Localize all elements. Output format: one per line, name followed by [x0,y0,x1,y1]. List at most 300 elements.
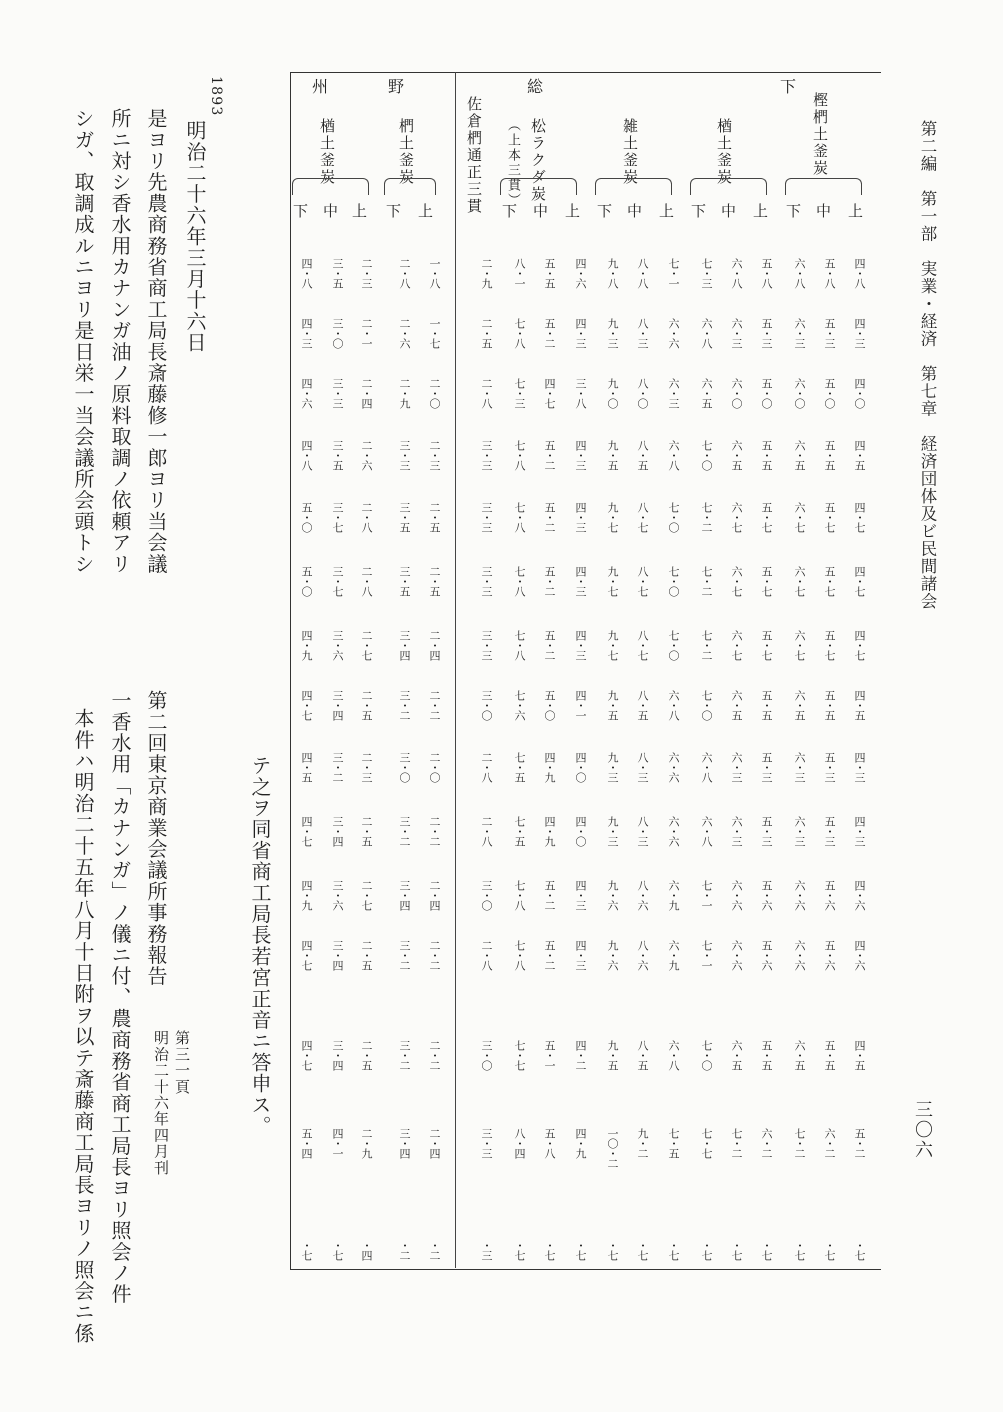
table-cell: 五・三 [823,318,836,348]
table-cell: 三・五 [331,258,344,288]
table-cell: 四・三 [574,440,587,470]
table-cell: ・七 [574,1240,587,1260]
body-line-4: テ之ヲ同省商工局長若宮正音ニ答申ス。 [248,755,272,1137]
table-cell: 五・三 [823,752,836,782]
table-cell: 五・二 [543,440,556,470]
table-cell: 二・五 [480,318,493,348]
table-cell: 六・九 [667,880,680,910]
table-cell: ・二 [398,1240,411,1260]
header-zatsu-dogama: 雑土釜炭 [621,118,639,186]
table-cell: 二・八 [480,752,493,782]
body-line-2: 所ニ対シ香水用カナンガ油ノ原料取調ノ依頼アリ [108,108,132,575]
group-label-shu: 州 [312,77,329,96]
table-cell: 六・六 [730,940,743,970]
year-arabic: 1893 [208,76,224,117]
table-cell: ・七 [513,1240,526,1260]
table-cell: 三・三 [398,440,411,470]
table-cell: 二・五 [360,1040,373,1070]
table-cell: ・七 [823,1240,836,1260]
item-1: 一香水用「カナンガ」ノ儀ニ付、農商務省商工局長ヨリ照会ノ件 [108,690,132,1305]
table-cell: 三・二 [398,816,411,846]
table-cell: 七・二 [730,1128,743,1158]
brace-nara-shu [292,178,369,195]
table-cell: 六・六 [730,880,743,910]
table-cell: 六・六 [667,816,680,846]
table-cell: 六・七 [793,630,806,660]
table-cell: 四・〇 [853,378,866,408]
table-cell: ・七 [606,1240,619,1260]
entry-date: 明治二十六年三月十六日 [183,120,207,354]
table-cell: 九・〇 [606,378,619,408]
table-cell: 八・五 [636,440,649,470]
table-cell: 四・九 [300,880,313,910]
table-cell: 三・〇 [480,880,493,910]
header-matsu-rakuda: 松ラクダ炭 [529,118,547,203]
table-cell: 四・七 [300,940,313,970]
table-cell: 二・三 [360,752,373,782]
brace-kashi [785,178,862,195]
table-cell: 二・八 [360,502,373,532]
table-cell: 七・〇 [700,690,713,720]
table-cell: ・七 [793,1240,806,1260]
table-cell: ・七 [730,1240,743,1260]
table-cell: 三・六 [331,880,344,910]
table-cell: 七・七 [513,1040,526,1070]
table-cell: 七・八 [513,940,526,970]
table-cell: 三・八 [574,378,587,408]
table-cell: 五・二 [853,1128,866,1158]
table-cell: ・七 [300,1240,313,1260]
table-cell: 五・五 [823,440,836,470]
table-cell: 六・五 [793,690,806,720]
table-cell: 六・三 [793,318,806,348]
table-cell: 七・〇 [667,566,680,596]
table-cell: 六・六 [667,318,680,348]
table-cell: 五・〇 [823,378,836,408]
table-cell: 五・二 [543,630,556,660]
table-cell: 三・四 [398,880,411,910]
sub-nara-chu: 中 [721,202,737,220]
table-cell: 四・九 [543,752,556,782]
table-cell: 四・七 [853,630,866,660]
header-sakura-kunugi: 佐倉椚通正三貫 [465,96,483,215]
sub-matsu-ge: 下 [502,202,518,220]
table-cell: 七・二 [700,502,713,532]
table-cell: 七・五 [513,752,526,782]
table-cell: 六・八 [667,690,680,720]
table-cell: 三・五 [398,566,411,596]
table-cell: 七・二 [700,630,713,660]
table-cell: 五・二 [543,502,556,532]
table-cell: 五・八 [760,258,773,288]
table-cell: 二・五 [360,816,373,846]
table-cell: 四・八 [300,440,313,470]
table-cell: 六・二 [823,1128,836,1158]
table-cell: 六・六 [793,880,806,910]
table-cell: 五・四 [300,1128,313,1158]
table-cell: 七・一 [667,258,680,288]
table-cell: 二・〇 [428,378,441,408]
table-cell: 三・三 [480,566,493,596]
table-cell: 六・七 [730,630,743,660]
table-cell: 五・七 [760,566,773,596]
table-cell: 五・一 [543,1040,556,1070]
table-cell: 七・八 [513,440,526,470]
sub-kashi-jo: 上 [848,202,864,220]
table-cell: 二・九 [360,1128,373,1158]
table-cell: 三・四 [331,1040,344,1070]
table-cell: 七・八 [513,318,526,348]
table-cell: 二・九 [480,258,493,288]
sub-nara-ge: 下 [691,202,707,220]
table-cell: ・七 [760,1240,773,1260]
table-cell: 五・七 [823,566,836,596]
brace-matsu [500,178,577,195]
table-cell: 二・七 [360,880,373,910]
sub-zatsu-ge: 下 [597,202,613,220]
sub-nara-shu-jo: 上 [352,202,368,220]
table-cell: 四・九 [543,816,556,846]
header-kunugi-dogama: 椚土釜炭 [397,118,415,186]
running-header: 第二編 第一部 実業・経済 第七章 経済団体及ビ民間諸会 [918,120,937,610]
table-cell: 三・四 [331,690,344,720]
table-cell: 九・七 [606,502,619,532]
table-cell: 六・〇 [793,378,806,408]
table-cell: 四・七 [853,566,866,596]
table-cell: 三・三 [480,440,493,470]
table-cell: 九・三 [606,318,619,348]
table-cell: 八・三 [636,752,649,782]
table-cell: 三・二 [398,690,411,720]
table-cell: 二・八 [398,258,411,288]
sub-zatsu-chu: 中 [627,202,643,220]
group-label-ya: 野 [388,77,405,96]
table-cell: 七・一 [700,940,713,970]
table-cell: 八・四 [513,1128,526,1158]
table-cell: 五・〇 [543,690,556,720]
table-cell: 三・四 [398,1128,411,1158]
table-cell: 三・三 [480,1128,493,1158]
sub-nara-shu-chu: 中 [323,202,339,220]
table-cell: 二・八 [480,940,493,970]
table-cell: 九・二 [636,1128,649,1158]
table-cell: 三・六 [331,630,344,660]
table-cell: 七・八 [513,880,526,910]
table-cell: 三・〇 [480,690,493,720]
table-cell: 六・三 [730,816,743,846]
table-cell: 六・五 [730,1040,743,1070]
sub-nara-shu-ge: 下 [293,202,309,220]
table-cell: 五・五 [760,440,773,470]
table-cell: 五・〇 [760,378,773,408]
page-number: 三〇六 [912,1100,933,1160]
table-cell: 五・三 [760,816,773,846]
sub-matsu-jo: 上 [565,202,581,220]
table-cell: 三・三 [480,502,493,532]
table-cell: 四・三 [853,318,866,348]
table-cell: 四・五 [853,440,866,470]
table-cell: 七・三 [513,378,526,408]
table-cell: 六・八 [793,258,806,288]
table-cell: 二・四 [428,880,441,910]
table-cell: 三・四 [398,630,411,660]
sub-kunugi-ge: 下 [386,202,402,220]
report-title: 第二回東京商業会議所事務報告 [144,690,168,987]
table-cell: 三・四 [331,940,344,970]
table-cell: 五・六 [823,940,836,970]
report-ref-date: 明治二十六年四月刊 [152,1030,170,1176]
table-separator [455,72,456,1268]
table-cell: 四・九 [574,1128,587,1158]
table-cell: 五・六 [760,880,773,910]
table-cell: 二・八 [480,816,493,846]
table-cell: 九・八 [606,258,619,288]
table-cell: 五・五 [760,690,773,720]
table-cell: 七・八 [513,502,526,532]
header-nara-dogama: 楢土釜炭 [715,118,733,186]
table-cell: 七・八 [513,630,526,660]
table-cell: 四・三 [574,630,587,660]
table-cell: 四・八 [300,258,313,288]
table-cell: 八・六 [636,880,649,910]
table-cell: 六・三 [667,378,680,408]
table-cell: 五・六 [823,880,836,910]
table-cell: ・七 [700,1240,713,1260]
table-cell: 九・三 [606,752,619,782]
table-cell: 六・五 [793,1040,806,1070]
table-cell: 七・〇 [667,502,680,532]
table-cell: 六・九 [667,940,680,970]
table-cell: 四・六 [300,378,313,408]
table-cell: 八・七 [636,502,649,532]
table-cell: 五・二 [543,318,556,348]
table-cell: 九・五 [606,440,619,470]
sub-matsu-chu: 中 [533,202,549,220]
table-cell: 七・五 [667,1128,680,1158]
table-cell: 六・七 [793,566,806,596]
table-cell: ・七 [853,1240,866,1260]
header-matsu-note: （上本三貫） [505,118,520,208]
table-cell: 六・五 [730,440,743,470]
table-cell: 四・三 [300,318,313,348]
table-cell: 七・五 [513,816,526,846]
table-cell: 六・八 [700,816,713,846]
table-cell: 四・〇 [574,816,587,846]
table-cell: 五・二 [543,940,556,970]
table-cell: 五・二 [543,566,556,596]
table-cell: 四・六 [853,940,866,970]
table-cell: 三・二 [398,940,411,970]
table-cell: 一・七 [428,318,441,348]
table-cell: 七・一 [700,880,713,910]
table-cell: 四・七 [543,378,556,408]
table-cell: 三・〇 [398,752,411,782]
table-cell: 八・八 [636,258,649,288]
table-cell: 四・五 [853,1040,866,1070]
table-cell: 六・八 [700,752,713,782]
table-cell: 三・四 [331,816,344,846]
table-cell: 三・〇 [331,318,344,348]
table-cell: 一〇・二 [606,1128,619,1168]
brace-zatsu [595,178,672,195]
table-cell: 五・八 [543,1128,556,1158]
table-cell: 三・〇 [480,1040,493,1070]
table-cell: ・七 [331,1240,344,1260]
table-cell: 二・四 [428,630,441,660]
table-cell: 五・八 [823,258,836,288]
table-cell: 二・六 [360,440,373,470]
table-cell: 三・二 [331,752,344,782]
table-cell: 六・五 [730,690,743,720]
table-cell: 五・三 [760,318,773,348]
table-cell: 九・三 [606,816,619,846]
table-cell: 二・三 [428,440,441,470]
sub-kashi-ge: 下 [786,202,802,220]
group-label-shimo: 下 [780,77,797,96]
table-cell: 七・三 [700,258,713,288]
table-cell: 六・八 [700,318,713,348]
table-cell: 四・一 [331,1128,344,1158]
table-cell: 八・五 [636,1040,649,1070]
table-cell: 四・七 [300,690,313,720]
group-label-so: 総 [527,77,544,96]
table-cell: 二・八 [360,566,373,596]
brace-nara [690,178,767,195]
table-cell: 七・二 [700,566,713,596]
table-cell: 五・七 [823,502,836,532]
table-cell: 三・七 [331,566,344,596]
table-cell: 四・七 [300,1040,313,1070]
table-cell: 六・七 [730,566,743,596]
table-cell: 九・七 [606,630,619,660]
header-nara-dogama-shu: 楢土釜炭 [318,118,336,186]
table-cell: 五・六 [760,940,773,970]
table-cell: 九・六 [606,940,619,970]
table-cell: 七・〇 [700,440,713,470]
table-cell: 四・七 [300,816,313,846]
table-cell: ・七 [636,1240,649,1260]
table-cell: 四・六 [853,880,866,910]
table-cell: 九・六 [606,880,619,910]
table-cell: 四・三 [574,318,587,348]
table-cell: 四・三 [574,940,587,970]
table-cell: 五・七 [760,630,773,660]
table-cell: 二・五 [428,566,441,596]
table-cell: 四・三 [574,566,587,596]
item-2: 本件ハ明治二十五年八月十日附ヲ以テ斎藤商工局長ヨリノ照会ニ係 [71,708,95,1344]
body-line-1: 是ヨリ先農商務省商工局長斎藤修一郎ヨリ当会議 [144,108,168,575]
table-cell: 七・六 [513,690,526,720]
table-cell: 二・一 [360,318,373,348]
table-cell: ・二 [428,1240,441,1260]
table-cell: 二・三 [360,258,373,288]
table-cell: 五・〇 [300,502,313,532]
table-cell: 六・〇 [730,378,743,408]
table-cell: 三・五 [398,502,411,532]
table-cell: ・七 [667,1240,680,1260]
sub-kunugi-jo: 上 [418,202,434,220]
table-cell: 二・六 [398,318,411,348]
table-cell: 四・三 [853,752,866,782]
sub-kashi-chu: 中 [816,202,832,220]
table-cell: 二・四 [428,1128,441,1158]
table-cell: 四・〇 [574,752,587,782]
table-cell: 六・六 [793,940,806,970]
price-table [290,72,881,1270]
table-cell: 二・二 [428,816,441,846]
table-cell: 五・三 [823,816,836,846]
table-cell: 五・七 [760,502,773,532]
table-cell: 二・五 [428,502,441,532]
table-cell: 五・五 [823,690,836,720]
table-cell: 七・〇 [700,1040,713,1070]
table-cell: 六・八 [667,440,680,470]
table-cell: 七・八 [513,566,526,596]
table-cell: 四・二 [574,1040,587,1070]
body-line-3: シガ、取調成ルニヨリ是日栄一当会議所会頭トシ [71,108,95,575]
table-cell: 三・二 [398,1040,411,1070]
table-cell: 六・三 [730,752,743,782]
table-cell: 六・三 [793,816,806,846]
table-cell: 四・九 [300,630,313,660]
table-cell: 八・一 [513,258,526,288]
table-cell: 九・七 [606,566,619,596]
table-cell: 六・七 [793,502,806,532]
table-cell: ・三 [480,1240,493,1260]
table-cell: 八・七 [636,630,649,660]
table-cell: 八・三 [636,318,649,348]
table-cell: 六・五 [700,378,713,408]
sub-nara-jo: 上 [753,202,769,220]
table-cell: 四・六 [574,258,587,288]
table-cell: 八・五 [636,690,649,720]
table-cell: 六・七 [730,502,743,532]
table-cell: 八・〇 [636,378,649,408]
table-cell: 六・三 [730,318,743,348]
table-cell: 二・二 [428,940,441,970]
table-cell: 五・三 [760,752,773,782]
table-cell: 八・六 [636,940,649,970]
table-cell: 五・五 [823,1040,836,1070]
table-cell: 九・五 [606,1040,619,1070]
table-cell: 七・七 [700,1128,713,1158]
table-cell: 三・七 [331,502,344,532]
table-cell: 七・二 [793,1128,806,1158]
table-cell: 四・五 [853,690,866,720]
table-cell: 四・三 [574,502,587,532]
table-cell: ・七 [543,1240,556,1260]
table-cell: 六・五 [793,440,806,470]
table-cell: ・四 [360,1240,373,1260]
table-cell: 二・七 [360,630,373,660]
brace-kunugi [384,178,436,195]
table-cell: 五・五 [543,258,556,288]
table-cell: 四・七 [853,502,866,532]
table-cell: 二・二 [428,690,441,720]
table-cell: 三・三 [331,378,344,408]
table-cell: 六・六 [667,752,680,782]
table-cell: 八・七 [636,566,649,596]
table-cell: 三・五 [331,440,344,470]
table-cell: 六・三 [793,752,806,782]
table-cell: 四・八 [853,258,866,288]
table-cell: 二・二 [428,1040,441,1070]
table-cell: 二・九 [398,378,411,408]
table-cell: 二・五 [360,940,373,970]
table-cell: 六・八 [667,1040,680,1070]
sub-zatsu-jo: 上 [659,202,675,220]
table-cell: 一・八 [428,258,441,288]
